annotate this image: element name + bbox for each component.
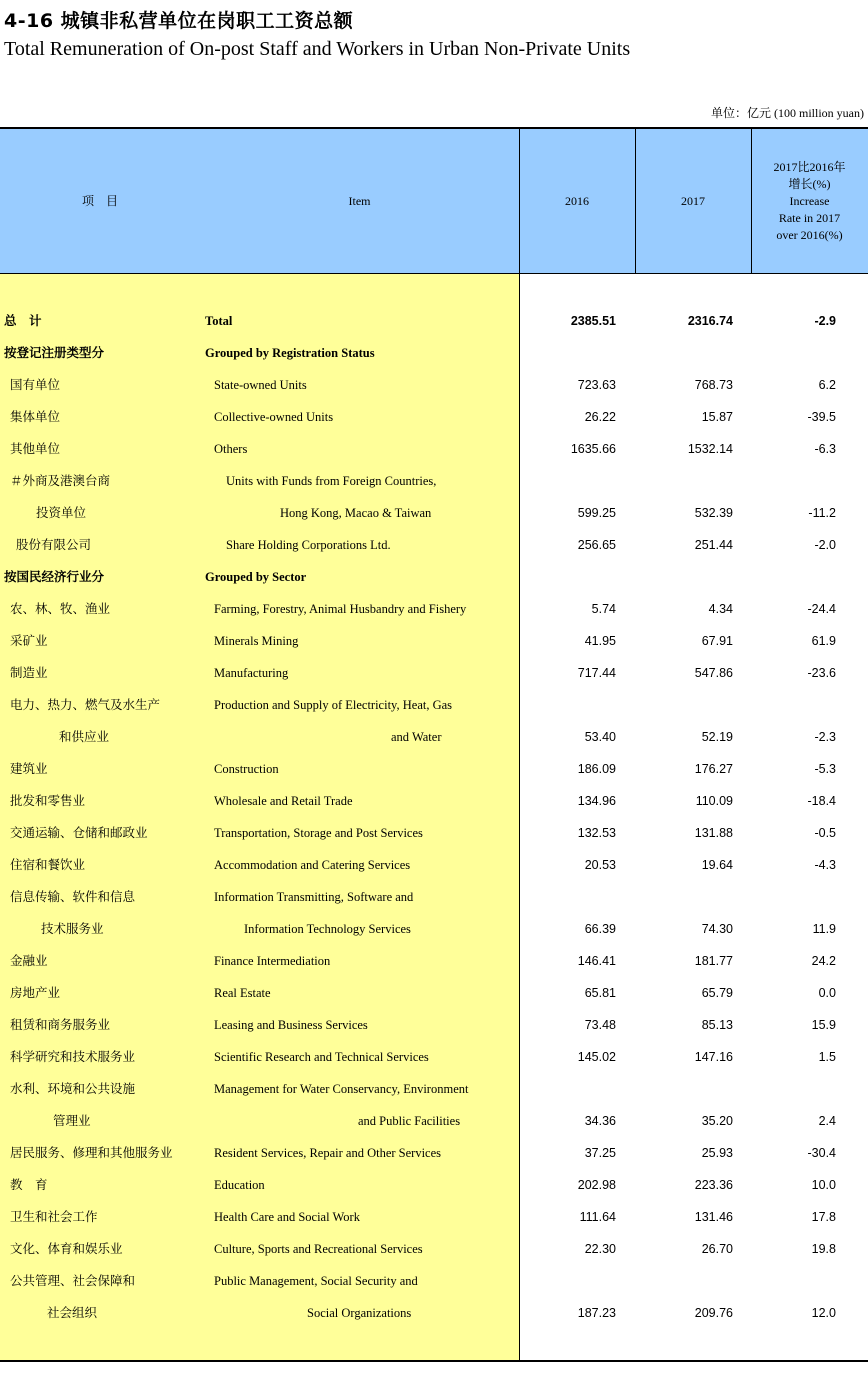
item-name-en: Share Holding Corporations Ltd.	[226, 538, 391, 552]
item-name-en: Scientific Research and Technical Services	[214, 1050, 429, 1064]
item-name-cn: 制造业	[10, 665, 48, 680]
value-2016: 2385.51	[570, 314, 616, 328]
item-name-cn: 交通运输、仓储和邮政业	[10, 825, 148, 840]
table-row	[0, 1201, 868, 1233]
value-2016: 134.96	[577, 794, 616, 808]
value-2016: 256.65	[577, 538, 616, 552]
table-row	[0, 1297, 868, 1329]
item-name-en: Resident Services, Repair and Other Services	[214, 1146, 442, 1160]
value-2017: 209.76	[694, 1306, 733, 1320]
header-rate-line: 2017比2016年	[773, 160, 846, 174]
value-2016: 37.25	[584, 1146, 616, 1160]
value-2017: 1532.14	[687, 442, 733, 456]
item-name-cn: ＃外商及港澳台商	[10, 473, 111, 488]
item-name-en: Transportation, Storage and Post Services	[214, 826, 423, 840]
value-2017: 26.70	[701, 1242, 733, 1256]
table-title-english: Total Remuneration of On-post Staff and Workers in Urban Non-Private Units	[4, 38, 631, 60]
value-increase-rate: 2.4	[818, 1114, 836, 1128]
value-2016: 717.44	[577, 666, 616, 680]
value-increase-rate: -2.9	[814, 314, 836, 328]
value-2017: 147.16	[694, 1050, 733, 1064]
unit-label: 单位：亿元 (100 million yuan)	[711, 106, 864, 120]
item-name-en: Public Management, Social Security and	[214, 1274, 418, 1288]
value-2016: 1635.66	[570, 442, 616, 456]
item-name-cn: 批发和零售业	[10, 793, 86, 808]
value-2017: 251.44	[694, 538, 733, 552]
table-row	[0, 337, 868, 369]
item-name-en: Total	[205, 314, 233, 328]
value-increase-rate: -23.6	[807, 666, 836, 680]
value-increase-rate: 6.2	[818, 378, 836, 392]
value-increase-rate: -0.5	[814, 826, 836, 840]
value-increase-rate: 15.9	[811, 1018, 836, 1032]
remuneration-table	[0, 127, 868, 1362]
item-name-cn: 租赁和商务服务业	[10, 1017, 111, 1032]
header-2016: 2016	[565, 194, 589, 208]
item-name-cn: 管理业	[53, 1113, 91, 1128]
item-name-cn: 和供应业	[59, 729, 110, 744]
item-name-cn: 水利、环境和公共设施	[10, 1081, 136, 1096]
value-2016: 53.40	[584, 730, 616, 744]
table-row	[0, 913, 868, 945]
value-2017: 532.39	[694, 506, 733, 520]
value-2017: 223.36	[694, 1178, 733, 1192]
item-name-cn: 技术服务业	[41, 921, 104, 936]
table-row	[0, 369, 868, 401]
value-2016: 73.48	[584, 1018, 616, 1032]
value-2017: 2316.74	[687, 314, 733, 328]
value-2017: 74.30	[701, 922, 733, 936]
table-row	[0, 305, 868, 337]
value-increase-rate: -2.0	[814, 538, 836, 552]
item-name-cn: 建筑业	[10, 761, 48, 776]
item-name-en: Culture, Sports and Recreational Services	[214, 1242, 423, 1256]
header-item-en: Item	[348, 194, 371, 208]
value-2016: 34.36	[584, 1114, 616, 1128]
table-row	[0, 881, 868, 913]
item-name-cn: 电力、热力、燃气及水生产	[10, 697, 161, 712]
item-name-cn: 房地产业	[10, 985, 61, 1000]
value-2017: 35.20	[701, 1114, 733, 1128]
item-name-en: Social Organizations	[307, 1306, 412, 1320]
table-row	[0, 1233, 868, 1265]
value-2017: 67.91	[701, 634, 733, 648]
table-row	[0, 625, 868, 657]
header-rate-line: 增长(%)	[788, 177, 831, 191]
table-row	[0, 529, 868, 561]
table-row	[0, 785, 868, 817]
item-name-en: Finance Intermediation	[214, 954, 331, 968]
value-increase-rate: 10.0	[811, 1178, 836, 1192]
item-name-en: Collective-owned Units	[214, 410, 334, 424]
item-name-en: Health Care and Social Work	[214, 1210, 360, 1224]
value-2017: 25.93	[701, 1146, 733, 1160]
item-name-cn: 信息传输、软件和信息	[10, 889, 136, 904]
value-increase-rate: -11.2	[808, 506, 836, 520]
header-rate-line: over 2016(%)	[776, 228, 843, 242]
value-2017: 181.77	[694, 954, 733, 968]
table-title-chinese: 4-16 城镇非私营单位在岗职工工资总额	[4, 10, 354, 32]
column-divider	[751, 127, 752, 274]
item-name-cn: 国有单位	[10, 377, 61, 392]
item-name-en: Leasing and Business Services	[214, 1018, 368, 1032]
table-row	[0, 977, 868, 1009]
value-2016: 186.09	[577, 762, 616, 776]
value-2016: 187.23	[577, 1306, 616, 1320]
item-name-en: Information Technology Services	[244, 922, 411, 936]
value-2017: 176.27	[694, 762, 733, 776]
value-2016: 599.25	[577, 506, 616, 520]
item-name-cn: 社会组织	[47, 1305, 98, 1320]
value-2016: 111.64	[579, 1210, 616, 1224]
item-name-en: Farming, Forestry, Animal Husbandry and Fishery	[214, 602, 467, 616]
value-2017: 65.79	[701, 986, 733, 1000]
table-row	[0, 465, 868, 497]
value-2017: 19.64	[701, 858, 733, 872]
value-increase-rate: -2.3	[814, 730, 836, 744]
table-row	[0, 721, 868, 753]
table-row	[0, 1169, 868, 1201]
item-name-en: Units with Funds from Foreign Countries,	[226, 474, 437, 488]
item-name-en: Information Transmitting, Software and	[214, 890, 414, 904]
value-2017: 131.88	[694, 826, 733, 840]
item-name-en: Accommodation and Catering Services	[214, 858, 411, 872]
header-increase-rate	[751, 129, 868, 274]
item-name-cn: 总 计	[4, 313, 42, 328]
value-increase-rate: 61.9	[811, 634, 836, 648]
value-2016: 132.53	[577, 826, 616, 840]
value-increase-rate: -6.3	[814, 442, 836, 456]
value-2016: 146.41	[577, 954, 616, 968]
value-increase-rate: -39.5	[807, 410, 836, 424]
item-name-en: Hong Kong, Macao & Taiwan	[280, 506, 432, 520]
table-header	[0, 127, 868, 274]
table-row	[0, 1073, 868, 1105]
item-name-en: Others	[214, 442, 248, 456]
table-row	[0, 1105, 868, 1137]
item-name-cn: 投资单位	[36, 505, 87, 520]
column-divider	[635, 127, 636, 274]
value-2016: 65.81	[584, 986, 616, 1000]
item-name-en: Education	[214, 1178, 265, 1192]
value-increase-rate: -30.4	[807, 1146, 836, 1160]
item-name-en: Construction	[214, 762, 279, 776]
value-2017: 768.73	[694, 378, 733, 392]
item-name-en: Manufacturing	[214, 666, 289, 680]
value-2016: 20.53	[584, 858, 616, 872]
value-2016: 22.30	[584, 1242, 616, 1256]
table-row	[0, 1041, 868, 1073]
table-row	[0, 561, 868, 593]
item-name-cn: 采矿业	[10, 633, 48, 648]
value-increase-rate: 12.0	[811, 1306, 836, 1320]
value-2017: 52.19	[701, 730, 733, 744]
item-name-cn: 股份有限公司	[16, 537, 92, 552]
table-row	[0, 1137, 868, 1169]
value-2017: 85.13	[701, 1018, 733, 1032]
table-row	[0, 657, 868, 689]
header-rate-line: Increase	[789, 194, 830, 208]
item-name-en: Management for Water Conservancy, Environment	[214, 1082, 469, 1096]
value-increase-rate: -24.4	[807, 602, 836, 616]
table-bottom-rule	[0, 1360, 868, 1362]
item-name-en: State-owned Units	[214, 378, 307, 392]
header-rate-line: Rate in 2017	[778, 211, 841, 225]
table-row	[0, 497, 868, 529]
item-name-en: Wholesale and Retail Trade	[214, 794, 353, 808]
item-name-cn: 公共管理、社会保障和	[10, 1273, 136, 1288]
table-row	[0, 689, 868, 721]
header-item-cn: 项 目	[81, 194, 118, 208]
value-2016: 5.74	[591, 602, 616, 616]
table-row	[0, 1265, 868, 1297]
item-name-cn: 卫生和社会工作	[10, 1209, 98, 1224]
value-increase-rate: -18.4	[807, 794, 836, 808]
item-name-cn: 其他单位	[10, 441, 61, 456]
value-increase-rate: 19.8	[811, 1242, 836, 1256]
value-increase-rate: 0.0	[818, 986, 836, 1000]
table-row	[0, 849, 868, 881]
value-increase-rate: 24.2	[811, 954, 836, 968]
item-name-en: and Water	[391, 730, 442, 744]
item-name-cn: 集体单位	[10, 409, 61, 424]
item-name-en: and Public Facilities	[358, 1114, 461, 1128]
table-row	[0, 401, 868, 433]
value-2016: 66.39	[584, 922, 616, 936]
table-row	[0, 817, 868, 849]
table-row	[0, 753, 868, 785]
item-name-en: Minerals Mining	[214, 634, 299, 648]
value-2017: 547.86	[694, 666, 733, 680]
value-increase-rate: 1.5	[818, 1050, 836, 1064]
value-2016: 723.63	[577, 378, 616, 392]
item-name-cn: 农、林、牧、渔业	[10, 601, 111, 616]
value-2016: 41.95	[584, 634, 616, 648]
value-2017: 131.46	[694, 1210, 733, 1224]
value-2016: 145.02	[577, 1050, 616, 1064]
value-increase-rate: -4.3	[814, 858, 836, 872]
value-2016: 202.98	[577, 1178, 616, 1192]
value-2016: 26.22	[584, 410, 616, 424]
item-name-en: Grouped by Sector	[205, 570, 307, 584]
item-name-en: Grouped by Registration Status	[205, 346, 375, 360]
table-row	[0, 593, 868, 625]
table-row	[0, 433, 868, 465]
value-increase-rate: -5.3	[814, 762, 836, 776]
table-row	[0, 1009, 868, 1041]
header-2017: 2017	[681, 194, 705, 208]
item-name-cn: 按国民经济行业分	[4, 569, 105, 584]
item-name-en: Production and Supply of Electricity, Heat, Gas	[214, 698, 453, 712]
item-name-cn: 按登记注册类型分	[4, 345, 105, 360]
item-name-cn: 居民服务、修理和其他服务业	[10, 1145, 173, 1160]
item-name-cn: 住宿和餐饮业	[10, 857, 86, 872]
item-name-cn: 文化、体育和娱乐业	[10, 1241, 123, 1256]
value-increase-rate: 11.9	[812, 922, 836, 936]
item-name-cn: 教 育	[10, 1177, 48, 1192]
item-name-cn: 科学研究和技术服务业	[10, 1049, 136, 1064]
value-increase-rate: 17.8	[811, 1210, 836, 1224]
value-2017: 4.34	[708, 602, 733, 616]
item-name-en: Real Estate	[214, 986, 271, 1000]
table-row	[0, 945, 868, 977]
value-2017: 110.09	[695, 794, 733, 808]
item-name-cn: 金融业	[10, 953, 48, 968]
value-2017: 15.87	[701, 410, 733, 424]
